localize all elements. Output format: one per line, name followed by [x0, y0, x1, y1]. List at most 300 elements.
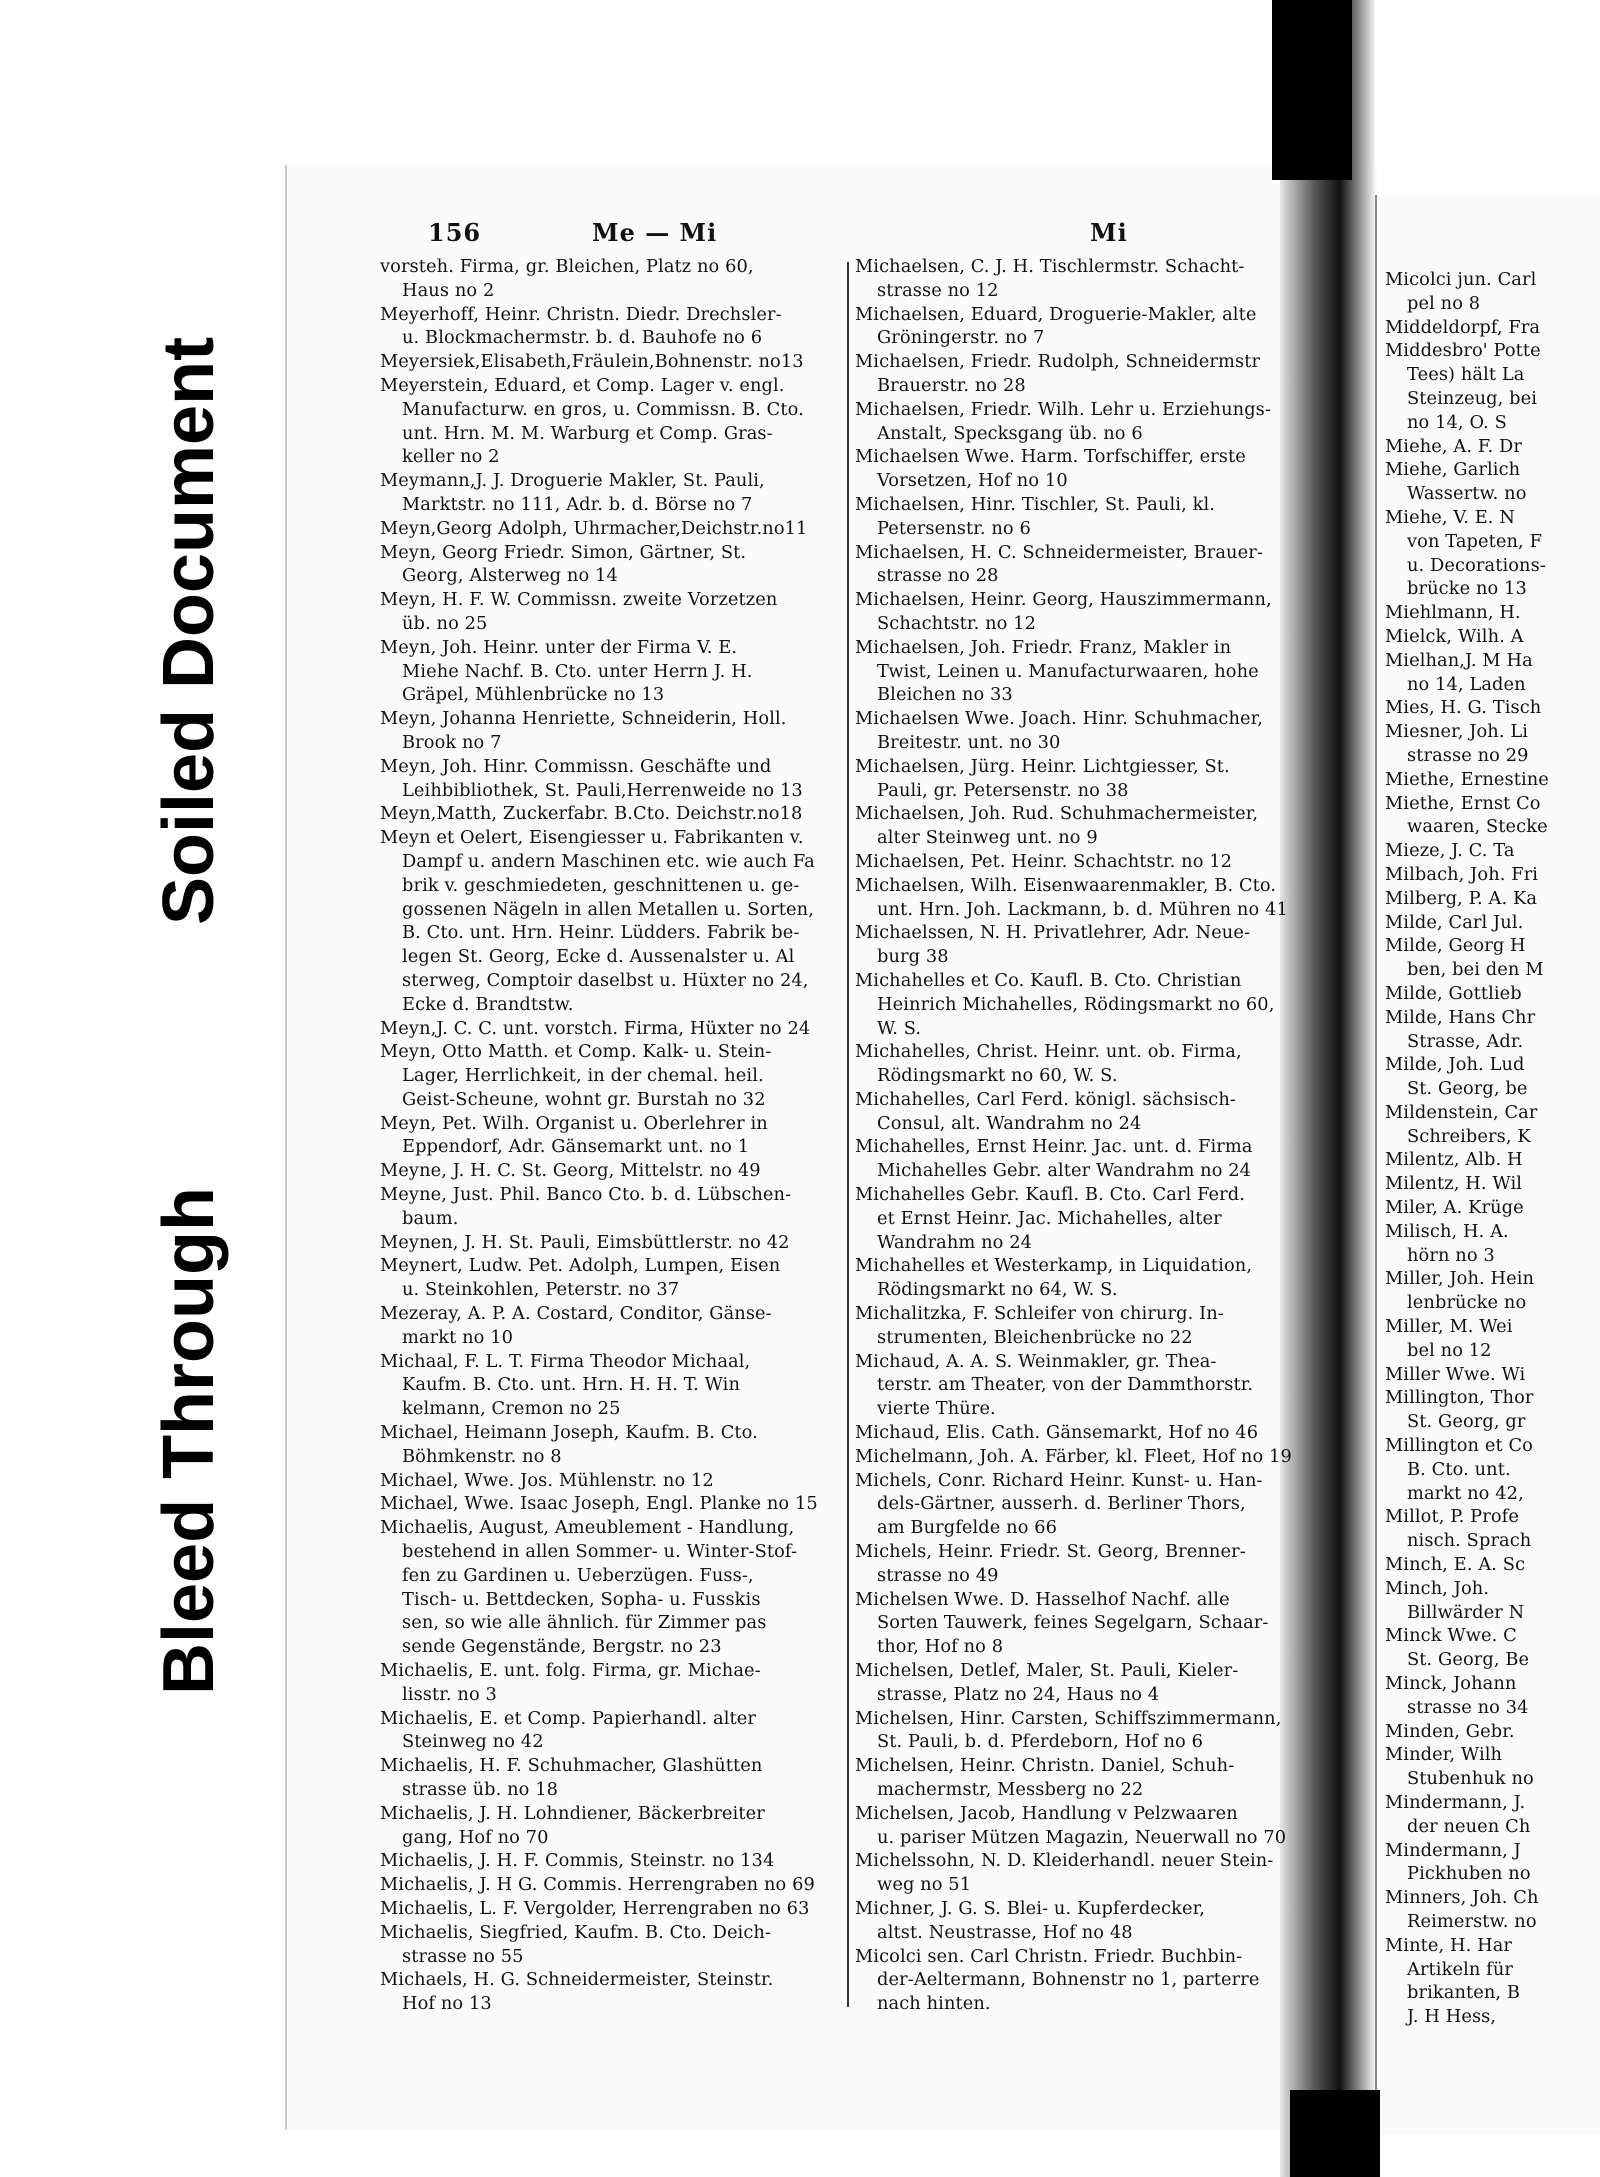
- directory-entry: [855, 1659, 1335, 1707]
- entry-line: Kaufm. B. Cto. unt. Hrn. H. H. T. Win: [402, 1374, 740, 1396]
- entry-line: Mindermann, J: [1385, 1839, 1521, 1861]
- entry-line: Michaelis, Siegfried, Kaufm. B. Cto. Deich-: [380, 1921, 772, 1943]
- entry-line: Steinweg no 42: [402, 1731, 544, 1753]
- entry-line: Minch, E. A. Sc: [1385, 1554, 1526, 1576]
- entry-line: dels-Gärtner, ausserh. d. Berliner Thors,: [877, 1493, 1246, 1515]
- directory-entry: [855, 1469, 1335, 1540]
- directory-entry: [1385, 934, 1600, 982]
- entry-line: Pauli, gr. Petersenstr. no 38: [877, 779, 1129, 801]
- entry-line: Meyn, Joh. Heinr. unter der Firma V. E.: [380, 636, 738, 658]
- directory-entry: [855, 1302, 1335, 1350]
- entry-line: Micolci jun. Carl: [1385, 269, 1537, 290]
- entry-line: Michaelssen, N. H. Privatlehrer, Adr. Neue-: [855, 922, 1251, 944]
- directory-entry: [855, 1707, 1335, 1755]
- entry-line: Michelsen, Detlef, Maler, St. Pauli, Kieler-: [855, 1660, 1239, 1682]
- entry-line: Michaelsen, Jürg. Heinr. Lichtgiesser, St.: [855, 755, 1230, 777]
- directory-entry: [1385, 1148, 1600, 1172]
- directory-entry: [855, 1849, 1335, 1897]
- entry-line: Milde, Gottlieb: [1385, 982, 1522, 1004]
- entry-line: Rödingsmarkt no 64, W. S.: [877, 1279, 1118, 1301]
- entry-line: Michaelsen, Joh. Rud. Schuhmachermeister,: [855, 803, 1259, 825]
- directory-entry: [1385, 1220, 1600, 1268]
- entry-line: markt no 42,: [1407, 1482, 1524, 1504]
- directory-entry: [380, 636, 870, 707]
- entry-line: Mieze, J. C. Ta: [1385, 840, 1515, 862]
- directory-entry: [380, 1516, 870, 1659]
- directory-entry: [1385, 696, 1600, 720]
- entry-line: strasse, Platz no 24, Haus no 4: [877, 1683, 1160, 1705]
- entry-line: unt. Hrn. Joh. Lackmann, b. d. Mühren no 41: [877, 898, 1288, 920]
- entry-line: Michahelles Gebr. Kaufl. B. Cto. Carl Ferd.: [855, 1184, 1246, 1206]
- entry-line: Meyne, J. H. C. St. Georg, Mittelstr. no 49: [380, 1160, 761, 1182]
- directory-entry: [1385, 1315, 1600, 1363]
- entry-line: unt. Hrn. M. M. Warburg et Comp. Gras-: [402, 422, 773, 444]
- directory-entry: [1385, 1720, 1600, 1744]
- directory-entry: [1385, 1196, 1600, 1220]
- entry-line: Milentz, Alb. H: [1385, 1149, 1523, 1171]
- directory-entry: [380, 802, 870, 826]
- entry-line: Milisch, H. A.: [1385, 1220, 1509, 1242]
- directory-entry: [1385, 1386, 1600, 1434]
- entry-line: Meyn, Joh. Hinr. Commissn. Geschäfte und: [380, 755, 772, 777]
- directory-entry: [1385, 1101, 1600, 1149]
- entry-line: Meyn,J. C. C. unt. vorstch. Firma, Hüxter no 24: [380, 1017, 811, 1039]
- entry-line: gang, Hof no 70: [402, 1826, 549, 1848]
- directory-entry: [380, 1659, 870, 1707]
- entry-line: Milberg, P. A. Ka: [1385, 887, 1538, 909]
- directory-entry: [855, 445, 1335, 493]
- directory-entry: [1385, 1624, 1600, 1672]
- entry-line: Petersenstr. no 6: [877, 517, 1031, 539]
- entry-line: Haus no 2: [402, 279, 495, 301]
- entry-line: thor, Hof no 8: [877, 1636, 1004, 1658]
- entry-line: strumenten, Bleichenbrücke no 22: [877, 1326, 1193, 1348]
- entry-line: waaren, Stecke: [1407, 816, 1548, 838]
- entry-line: am Burgfelde no 66: [877, 1517, 1058, 1539]
- directory-entry: [855, 1040, 1335, 1088]
- entry-line: nisch. Sprach: [1407, 1530, 1532, 1552]
- directory-entry: [855, 1802, 1335, 1850]
- entry-line: Michelmann, Joh. A. Färber, kl. Fleet, Hof no 19: [855, 1445, 1292, 1467]
- entry-line: Lager, Herrlichkeit, in der chemal. heil.: [402, 1065, 764, 1087]
- entry-line: u. Steinkohlen, Peterstr. no 37: [402, 1279, 680, 1301]
- entry-line: vorsteh. Firma, gr. Bleichen, Platz no 60,: [380, 256, 754, 277]
- entry-line: sen, so wie alle ähnlich. für Zimmer pas: [402, 1612, 767, 1634]
- directory-entry: [1385, 792, 1600, 840]
- entry-line: Geist-Scheune, wohnt gr. Burstah no 32: [402, 1088, 766, 1110]
- entry-line: Vorsetzen, Hof no 10: [877, 470, 1068, 492]
- entry-line: Millington, Thor: [1385, 1387, 1534, 1409]
- entry-line: Minners, Joh. Ch: [1385, 1887, 1539, 1909]
- directory-entry: [1385, 1743, 1600, 1791]
- entry-line: Michahelles, Carl Ferd. königl. sächsisch-: [855, 1088, 1237, 1110]
- entry-line: Miehlmann, H.: [1385, 602, 1521, 624]
- directory-entry: [1385, 1839, 1600, 1887]
- entry-line: Michahelles, Christ. Heinr. unt. ob. Firma,: [855, 1041, 1242, 1063]
- entry-line: Minck, Johann: [1385, 1673, 1517, 1695]
- entry-line: Meyn, Johanna Henriette, Schneiderin, Holl.: [380, 708, 787, 730]
- directory-entry: [1385, 1363, 1600, 1387]
- entry-line: pel no 8: [1407, 292, 1481, 314]
- directory-entry: [1385, 887, 1600, 911]
- directory-entry: [380, 1350, 870, 1421]
- entry-line: B. Cto. unt. Hrn. Heinr. Lüdders. Fabrik be-: [402, 922, 800, 944]
- directory-entry: [855, 303, 1335, 351]
- entry-line: Milde, Carl Jul.: [1385, 911, 1524, 933]
- entry-line: Michalitzka, F. Schleifer von chirurg. In-: [855, 1303, 1224, 1325]
- entry-line: Michaelis, J. H G. Commis. Herrengraben no 69: [380, 1874, 815, 1896]
- directory-entry: [380, 1707, 870, 1755]
- directory-entry: [1385, 458, 1600, 506]
- directory-entry: [855, 1350, 1335, 1421]
- entry-line: Wandrahm no 24: [877, 1231, 1033, 1253]
- entry-line: Milde, Hans Chr: [1385, 1006, 1536, 1028]
- entry-line: Millington et Co: [1385, 1435, 1533, 1457]
- directory-entry: [380, 1968, 870, 2016]
- entry-line: Michelsen Wwe. D. Hasselhof Nachf. alle: [855, 1588, 1230, 1610]
- directory-entry: [380, 1017, 870, 1041]
- entry-line: Michaelsen, Wilh. Eisenwaarenmakler, B. Cto.: [855, 874, 1277, 896]
- entry-line: Wassertw. no: [1407, 483, 1527, 505]
- entry-line: ben, bei den M: [1407, 959, 1544, 981]
- entry-line: brücke no 13: [1407, 578, 1527, 600]
- entry-line: Stubenhuk no: [1407, 1768, 1534, 1790]
- directory-entry: [855, 1254, 1335, 1302]
- entry-line: kelmann, Cremon no 25: [402, 1398, 621, 1420]
- entry-line: Michaelsen, Joh. Friedr. Franz, Makler in: [855, 636, 1232, 658]
- directory-entry: [855, 493, 1335, 541]
- entry-line: Meyn, Otto Matth. et Comp. Kalk- u. Stein-: [380, 1041, 772, 1063]
- entry-line: Miehe, Garlich: [1385, 459, 1521, 481]
- entry-line: gossenen Nägeln in allen Metallen u. Sorten,: [402, 898, 814, 920]
- directory-entry: [380, 1921, 870, 1969]
- directory-entry: [1385, 1934, 1600, 2029]
- directory-entry: [380, 1183, 870, 1231]
- entry-line: no 14, O. S: [1407, 411, 1507, 433]
- entry-line: machermstr, Messberg no 22: [877, 1779, 1144, 1800]
- directory-entry: [1385, 1006, 1600, 1054]
- entry-line: Georg, Alsterweg no 14: [402, 565, 618, 587]
- directory-entry: [380, 826, 870, 1016]
- entry-line: Brook no 7: [402, 731, 502, 753]
- binding-shadow: [1290, 2090, 1380, 2177]
- entry-line: Minck Wwe. C: [1385, 1625, 1517, 1647]
- entry-line: strasse no 49: [877, 1564, 999, 1586]
- entry-line: strasse no 28: [877, 565, 999, 587]
- entry-line: legen St. Georg, Ecke d. Aussenalster u. Al: [402, 946, 795, 968]
- entry-line: u. Blockmachermstr. b. d. Bauhofe no 6: [402, 327, 763, 349]
- entry-line: Miethe, Ernst Co: [1385, 792, 1541, 814]
- entry-line: strasse no 29: [1407, 744, 1529, 766]
- entry-line: Mindermann, J.: [1385, 1792, 1526, 1813]
- entry-line: strasse no 12: [877, 279, 999, 301]
- entry-line: Michahelles et Westerkamp, in Liquidation,: [855, 1255, 1253, 1277]
- directory-entry: [1385, 1672, 1600, 1720]
- entry-line: Schreibers, K: [1407, 1125, 1531, 1147]
- entry-line: von Tapeten, F: [1407, 530, 1543, 552]
- directory-entry: [1385, 768, 1600, 792]
- directory-entry: [1385, 1577, 1600, 1625]
- entry-line: bel no 12: [1407, 1339, 1492, 1361]
- directory-entry: [380, 1040, 870, 1111]
- entry-line: brikanten, B: [1407, 1982, 1521, 2004]
- directory-entry: [380, 1873, 870, 1897]
- directory-entry: [855, 1945, 1335, 2016]
- entry-line: Meyersiek,Elisabeth,Fräulein,Bohnenstr. no13: [380, 351, 804, 373]
- entry-line: Dampf u. andern Maschinen etc. wie auch Fa: [402, 850, 815, 872]
- entry-line: Micolci sen. Carl Christn. Friedr. Buchbin-: [855, 1945, 1243, 1967]
- entry-line: Miller, M. Wei: [1385, 1316, 1513, 1338]
- entry-line: Michaelis, J. H. F. Commis, Steinstr. no 134: [380, 1850, 775, 1872]
- directory-entry: [855, 1088, 1335, 1136]
- entry-line: Michaelis, J. H. Lohndiener, Bäckerbreiter: [380, 1802, 765, 1824]
- directory-entry: [855, 802, 1335, 850]
- directory-entry: [380, 1469, 870, 1493]
- entry-line: Bleichen no 33: [877, 684, 1013, 706]
- directory-entry: [380, 469, 870, 517]
- directory-entry: [1385, 863, 1600, 887]
- directory-entry: [855, 1588, 1335, 1659]
- entry-line: Billwärder N: [1407, 1601, 1525, 1623]
- entry-line: Michelsen, Hinr. Carsten, Schiffszimmermann,: [855, 1707, 1282, 1729]
- entry-line: terstr. am Theater, von der Dammthorstr.: [877, 1374, 1254, 1396]
- directory-entry: [1385, 839, 1600, 863]
- entry-line: keller no 2: [402, 446, 500, 468]
- entry-line: Michaelsen, Eduard, Droguerie-Makler, alte: [855, 303, 1257, 325]
- directory-entry: [380, 350, 870, 374]
- entry-line: lisstr. no 3: [402, 1683, 497, 1705]
- entry-line: Pickhuben no: [1407, 1863, 1531, 1885]
- entry-line: Meynen, J. H. St. Pauli, Eimsbüttlerstr. no 42: [380, 1231, 790, 1253]
- directory-entry: [380, 1421, 870, 1469]
- directory-entry: [380, 1112, 870, 1160]
- entry-line: Reimerstw. no: [1407, 1910, 1537, 1932]
- directory-entry: [855, 1754, 1335, 1802]
- entry-line: Anstalt, Specksgang üb. no 6: [877, 422, 1143, 444]
- entry-line: Michaelis, E. unt. folg. Firma, gr. Michae-: [380, 1660, 761, 1682]
- directory-entry: [855, 255, 1335, 303]
- entry-line: Consul, alt. Wandrahm no 24: [877, 1112, 1142, 1134]
- entry-line: Michael, Wwe. Isaac Joseph, Engl. Planke no 15: [380, 1493, 818, 1515]
- directory-entry: [380, 755, 870, 803]
- entry-line: Strasse, Adr.: [1407, 1030, 1524, 1052]
- entry-line: Milde, Georg H: [1385, 935, 1526, 957]
- directory-entry: [855, 398, 1335, 446]
- directory-entry: [1385, 982, 1600, 1006]
- entry-line: W. S.: [877, 1017, 922, 1039]
- directory-entry: [380, 1302, 870, 1350]
- entry-line: Michaelsen, Heinr. Georg, Hauszimmermann,: [855, 589, 1272, 611]
- entry-line: Michaud, Elis. Cath. Gänsemarkt, Hof no 46: [855, 1422, 1259, 1444]
- entry-line: alter Steinweg unt. no 9: [877, 827, 1098, 849]
- entry-line: no 14, Laden: [1407, 673, 1526, 695]
- entry-line: Michelsen, Heinr. Christn. Daniel, Schuh-: [855, 1755, 1235, 1777]
- directory-entry: [1385, 1434, 1600, 1505]
- entry-line: et Ernst Heinr. Jac. Michahelles, alter: [877, 1207, 1222, 1229]
- entry-line: Michaelsen, Pet. Heinr. Schachtstr. no 12: [855, 850, 1233, 872]
- entry-line: Meyn, Pet. Wilh. Organist u. Oberlehrer in: [380, 1112, 768, 1134]
- entry-line: Meyn, H. F. W. Commissn. zweite Vorzetzen: [380, 589, 778, 611]
- directory-entry: [1385, 649, 1600, 697]
- entry-line: Meyn et Oelert, Eisengiesser u. Fabrikanten v.: [380, 827, 804, 849]
- directory-entry: [855, 874, 1335, 922]
- entry-line: Michaelis, L. F. Vergolder, Herrengraben no 63: [380, 1897, 810, 1919]
- directory-entry: [855, 588, 1335, 636]
- entry-line: Michaelsen Wwe. Harm. Torfschiffer, erste: [855, 446, 1246, 468]
- entry-line: Tisch- u. Bettdecken, Sopha- u. Fusskis: [402, 1588, 761, 1610]
- entry-line: Michael, Wwe. Jos. Mühlenstr. no 12: [380, 1469, 714, 1491]
- entry-line: Middeldorpf, Fra: [1385, 316, 1541, 338]
- entry-line: Michaelsen, Friedr. Rudolph, Schneidermstr: [855, 351, 1261, 373]
- directory-entry: [1385, 720, 1600, 768]
- entry-line: Ecke d. Brandtstw.: [402, 993, 574, 1015]
- entry-line: Hof no 13: [402, 1993, 492, 2015]
- right-running-head: Mi: [1090, 218, 1128, 247]
- entry-line: Mezeray, A. P. A. Costard, Conditor, Gänse-: [380, 1303, 772, 1325]
- soiled-document-label: Soiled Document: [149, 336, 229, 925]
- entry-line: Marktstr. no 111, Adr. b. d. Börse no 7: [402, 493, 753, 515]
- entry-line: Artikeln für: [1407, 1958, 1513, 1980]
- directory-entry: [1385, 268, 1600, 316]
- entry-line: Michaelis, H. F. Schuhmacher, Glashütten: [380, 1755, 763, 1777]
- directory-column-2: [855, 255, 1335, 2016]
- entry-line: Middesbro' Potte: [1385, 340, 1541, 362]
- entry-line: Minte, H. Har: [1385, 1934, 1513, 1956]
- entry-line: Twist, Leinen u. Manufacturwaaren, hohe: [877, 660, 1259, 682]
- directory-entry: [380, 1802, 870, 1850]
- entry-line: Michelsen, Jacob, Handlung v Pelzwaaren: [855, 1802, 1238, 1824]
- entry-line: Michaelsen, Friedr. Wilh. Lehr u. Erziehungs-: [855, 398, 1272, 420]
- entry-line: altst. Neustrasse, Hof no 48: [877, 1921, 1133, 1943]
- entry-line: der neuen Ch: [1407, 1815, 1531, 1837]
- entry-line: Miethe, Ernestine: [1385, 768, 1549, 790]
- entry-line: Milde, Joh. Lud: [1385, 1054, 1525, 1076]
- directory-entry: [1385, 601, 1600, 625]
- entry-line: Schachtstr. no 12: [877, 612, 1037, 634]
- entry-line: Meyerhoff, Heinr. Christn. Diedr. Drechsler-: [380, 303, 782, 325]
- directory-entry: [380, 588, 870, 636]
- entry-line: Leihbibliothek, St. Pauli,Herrenweide no 13: [402, 779, 803, 801]
- entry-line: Meynert, Ludw. Pet. Adolph, Lumpen, Eisen: [380, 1255, 781, 1277]
- entry-line: Michner, J. G. S. Blei- u. Kupferdecker,: [855, 1897, 1205, 1919]
- directory-entry: [855, 1135, 1335, 1183]
- entry-line: Michelssohn, N. D. Kleiderhandl. neuer Stein-: [855, 1850, 1274, 1872]
- directory-entry: [855, 1421, 1335, 1445]
- entry-line: Meyn,Georg Adolph, Uhrmacher,Deichstr.no11: [380, 517, 808, 539]
- directory-entry: [855, 636, 1335, 707]
- entry-line: Manufacturw. en gros, u. Commissn. B. Cto.: [402, 398, 804, 420]
- directory-column-3: [1385, 268, 1600, 2029]
- entry-line: strasse üb. no 18: [402, 1779, 559, 1800]
- directory-entry: [855, 921, 1335, 969]
- entry-line: Michahelles et Co. Kaufl. B. Cto. Christian: [855, 969, 1242, 991]
- directory-entry: [855, 707, 1335, 755]
- entry-line: Meymann,J. J. Droguerie Makler, St. Pauli,: [380, 470, 765, 492]
- directory-entry: [1385, 1053, 1600, 1101]
- entry-line: St. Georg, Be: [1407, 1649, 1530, 1671]
- entry-line: lenbrücke no: [1407, 1292, 1527, 1314]
- entry-line: Miesner, Joh. Li: [1385, 721, 1529, 743]
- directory-entry: [855, 1897, 1335, 1945]
- entry-line: brik v. geschmiedeten, geschnittenen u. ge-: [402, 874, 800, 896]
- directory-column-1: [380, 255, 870, 2016]
- directory-entry: [380, 1897, 870, 1921]
- entry-line: Michael, Heimann Joseph, Kaufm. B. Cto.: [380, 1422, 758, 1444]
- entry-line: Michahelles, Ernst Heinr. Jac. unt. d. Firma: [855, 1136, 1253, 1158]
- entry-line: Breitestr. unt. no 30: [877, 731, 1061, 753]
- entry-line: Milbach, Joh. Fri: [1385, 863, 1539, 885]
- directory-entry: [1385, 435, 1600, 459]
- entry-line: Michels, Heinr. Friedr. St. Georg, Brenner-: [855, 1541, 1246, 1563]
- directory-entry: [1385, 339, 1600, 434]
- directory-entry: [380, 255, 870, 303]
- entry-line: St. Georg, be: [1407, 1078, 1528, 1100]
- entry-line: der-Aeltermann, Bohnenstr no 1, parterre: [877, 1969, 1260, 1991]
- page-number: 156: [428, 218, 482, 247]
- entry-line: strasse no 34: [1407, 1696, 1529, 1718]
- entry-line: Mielhan,J. M Ha: [1385, 649, 1533, 671]
- directory-entry: [380, 303, 870, 351]
- entry-line: u. pariser Mützen Magazin, Neuerwall no 70: [877, 1826, 1287, 1848]
- entry-line: üb. no 25: [402, 612, 488, 634]
- entry-line: bestehend in allen Sommer- u. Winter-Stof-: [402, 1541, 798, 1563]
- entry-line: Rödingsmarkt no 60, W. S.: [877, 1065, 1118, 1087]
- directory-entry: [380, 517, 870, 541]
- entry-line: sende Gegenstände, Bergstr. no 23: [402, 1636, 722, 1658]
- entry-line: Tees) hält La: [1407, 364, 1525, 386]
- entry-line: weg no 51: [877, 1874, 972, 1896]
- directory-entry: [1385, 316, 1600, 340]
- entry-line: St. Georg, gr: [1407, 1411, 1526, 1433]
- directory-entry: [380, 1849, 870, 1873]
- entry-line: Michaelsen, Hinr. Tischler, St. Pauli, kl.: [855, 493, 1215, 515]
- directory-entry: [1385, 506, 1600, 601]
- left-running-head: Me — Mi: [592, 218, 718, 247]
- entry-line: hörn no 3: [1407, 1244, 1495, 1266]
- entry-line: Milentz, H. Wil: [1385, 1173, 1523, 1195]
- directory-entry: [380, 1231, 870, 1255]
- entry-line: Michels, Conr. Richard Heinr. Kunst- u. Han-: [855, 1469, 1263, 1491]
- entry-line: Brauerstr. no 28: [877, 374, 1026, 396]
- entry-line: Meyne, Just. Phil. Banco Cto. b. d. Lübschen-: [380, 1184, 792, 1206]
- entry-line: sterweg, Comptoir daselbst u. Hüxter no 24,: [402, 969, 809, 991]
- entry-line: Miehe, A. F. Dr: [1385, 435, 1522, 457]
- entry-line: Sorten Tauwerk, feines Segelgarn, Schaar-: [877, 1612, 1269, 1634]
- directory-entry: [855, 350, 1335, 398]
- entry-line: strasse no 55: [402, 1945, 524, 1967]
- directory-entry: [380, 1254, 870, 1302]
- directory-entry: [380, 707, 870, 755]
- entry-line: fen zu Gardinen u. Ueberzügen. Fuss-,: [402, 1564, 754, 1586]
- entry-line: Minch, Joh.: [1385, 1577, 1490, 1599]
- directory-entry: [855, 755, 1335, 803]
- entry-line: Michaelis, E. et Comp. Papierhandl. alter: [380, 1707, 756, 1729]
- directory-entry: [855, 969, 1335, 1040]
- entry-line: Minden, Gebr.: [1385, 1720, 1515, 1742]
- directory-entry: [855, 1540, 1335, 1588]
- entry-line: Meyn, Georg Friedr. Simon, Gärtner, St.: [380, 541, 747, 563]
- directory-entry: [855, 1445, 1335, 1469]
- entry-line: vierte Thüre.: [877, 1398, 996, 1420]
- entry-line: Michahelles Gebr. alter Wandrahm no 24: [877, 1160, 1252, 1182]
- directory-entry: [1385, 911, 1600, 935]
- entry-line: Michaelis, August, Ameublement - Handlung,: [380, 1517, 795, 1539]
- entry-line: Gröningerstr. no 7: [877, 327, 1045, 349]
- entry-line: Michaud, A. A. S. Weinmakler, gr. Thea-: [855, 1350, 1217, 1372]
- entry-line: Miehe, V. E. N: [1385, 506, 1515, 528]
- entry-line: Steinzeug, bei: [1407, 387, 1538, 409]
- entry-line: Michaels, H. G. Schneidermeister, Steinstr.: [380, 1969, 774, 1991]
